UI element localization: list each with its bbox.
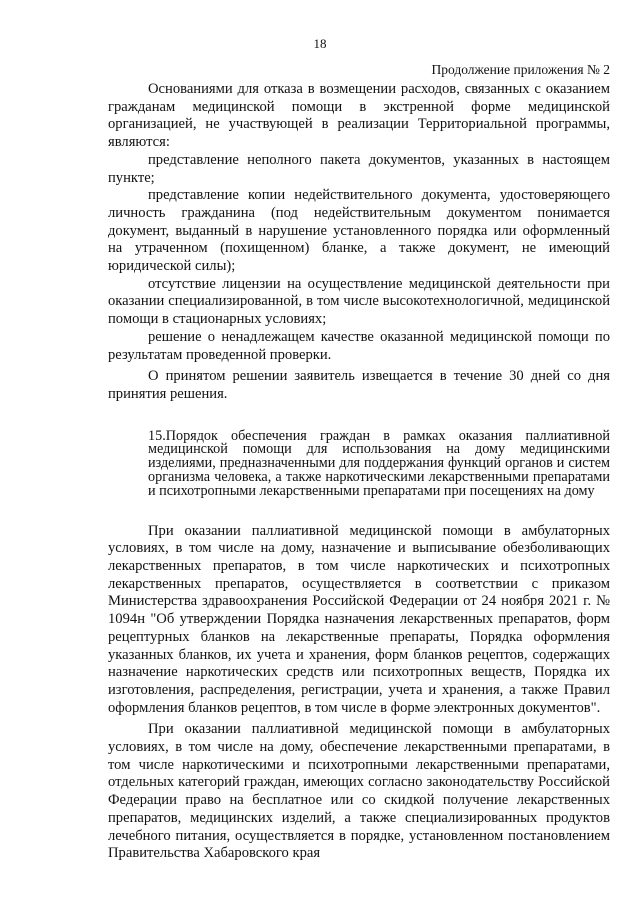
document-body xyxy=(108,81,610,863)
section-heading xyxy=(148,427,610,499)
paragraph: решение о ненадлежащем качестве оказанной медицинской помощи по результатам проведенной проверки. xyxy=(108,328,610,363)
paragraph: Основаниями для отказа в возмещении расходов, связанных с оказанием гражданам медицинской помощи в экстренной форме медицинской организацией, не участвующей в реализации Территориальной программы, являются: xyxy=(108,81,610,151)
page-number: 18 xyxy=(313,36,327,51)
section-number: 15. xyxy=(148,427,166,444)
paragraph: О принятом решении заявитель извещается в течение 30 дней со дня принятия решения. xyxy=(108,368,610,402)
paragraph: При оказании паллиативной медицинской помощи в амбулаторных условиях, в том числе на дому, обеспечение лекарственными препаратами, в том числе наркотическими и психотропными лекарственными препаратами, отдельных категорий граждан, имеющих согласно законодательству Российской Федерации право на бесплатное или со скидкой получение лекарственных препаратов, медицинских изделий, а также специализированных продуктов лечебного питания, осуществляется в порядке, установленном постановлением Правительства Хабаровского края xyxy=(108,721,610,862)
paragraph: представление копии недействительного документа, удостоверяющего личность гражданина (под недействительным документом понимается документ, выданный в нарушение установленного порядка или оформленный на утраченном (похищенном) бланке, а также документ, не имеющий юридической силы); xyxy=(108,187,610,275)
paragraph: При оказании паллиативной медицинской помощи в амбулаторных условиях, в том числе на дому, назначение и выписывание обезболивающих лекарственных препаратов, в том числе наркотических и психотропных лекарственных препаратов, осуществляется в соответствии с приказом Министерства здравоохранения Российской Федерации от 24 ноября 2021 г. № 1094н "Об утверждении Порядка назначения лекарственных препаратов, форм рецептурных бланков на лекарственные препараты, Порядка оформления указанных бланков, их учета и хранения, форм бланков рецептов, содержащих назначение наркотических средств или психотропных веществ, Порядка их изготовления, распределения, регистрации, учета и хранения, а также Правил оформления бланков рецептов, в том числе в форме электронных документов". xyxy=(108,522,610,716)
paragraph: представление неполного пакета документов, указанных в настоящем пункте; xyxy=(108,151,610,186)
paragraph: отсутствие лицензии на осуществление медицинской деятельности при оказании специализированной, в том числе высокотехнологичной, медицинской помощи в стационарных условиях; xyxy=(108,275,610,328)
section-title: Порядок обеспечения граждан в рамках оказания паллиативной медицинской помощи для использования на дому медицинскими изделиями, предназначенными для поддержания функций органов и систем организма человека, а также наркотическими лекарственными препаратами и психотропными лекарственными препаратами при посещениях на дому xyxy=(148,427,610,499)
appendix-continuation-label: Продолжение приложения № 2 xyxy=(431,62,610,77)
